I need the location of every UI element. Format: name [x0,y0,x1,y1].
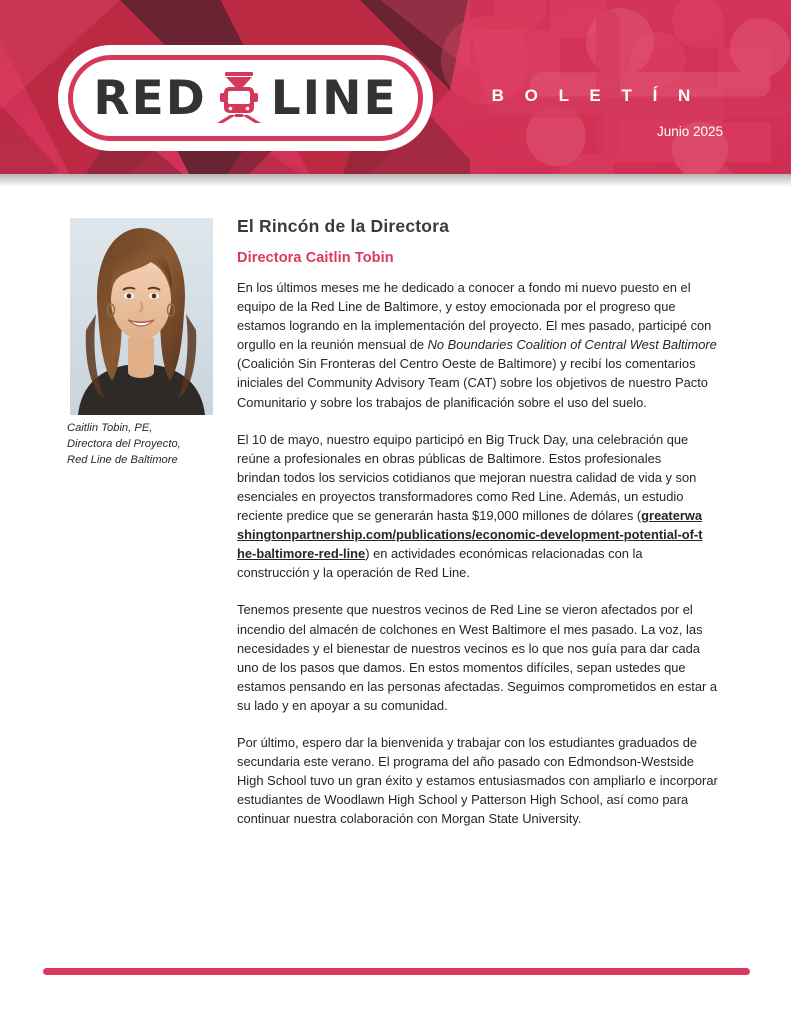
newsletter-label: B O L E T Í N [491,86,699,105]
paragraph-1 [237,278,722,412]
issue-date: Junio 2025 [656,124,723,139]
caption-line-2: Directora del Proyecto, [67,437,181,450]
banner-drop-shadow [0,174,791,187]
tram-icon [217,71,261,125]
paragraph-2 [237,430,705,583]
paragraph-3: Tenemos presente que nuestros vecinos de Red Line se vieron afectados por el incendio del almacén de colchones en West Baltimore el mes pasado. La voz, las necesidades y el bienestar de nuestros vecinos es lo que nos guía para dar cada uno de los pasos que damos. En estos momentos difíciles, sepan ustedes que estamos pensando en las personas afectadas. Seguimos comprometidos en estar a su lado y en apoyar a su comunidad. [237,602,718,713]
logo-word-red: RED [93,70,207,126]
logo-text-group [58,45,433,151]
coalition-name-italic: No Boundaries Coalition of Central West Baltimore [427,337,717,353]
article-body [237,216,722,846]
caption-line-3: Red Line de Baltimore [67,453,178,466]
study-link[interactable]: greaterwashingtonpartnership.com/publications/economic-development-potential-of-the-baltimore-red-line [237,508,703,562]
paragraph-2-text-a: El 10 de mayo, nuestro equipo participó en Big Truck Day, una celebración que reúne a profesionales en obras públicas de Baltimore. Estos profesionales brindan todos los servicios cotidianos que mejoran nuestra calidad de vida y son esenciales en proyectos transformadores como Red Line. Además, un estudio reciente predice que se generarán hasta $19,000 millones de dólares ( [237,431,697,524]
paragraph-2-text-b: ) en actividades económicas relacionadas con la construcción y la operación de Red Line. [237,546,643,581]
paragraph-4: Por último, espero dar la bienvenida y trabajar con los estudiantes graduados de secundaria este verano. El programa del año pasado con Edmondson-Westside High School tuvo un gran éxito y estamos entusiasmados con ampliarlo e incorporar estudiantes de Woodlawn High School y Patterson High School, así como para continuar nuestra colaboración con Morgan State University. [237,734,718,827]
page-title: El Rincón de la Directora [237,216,450,236]
headshot-image [70,218,213,415]
paragraph-1-text-b: (Coalición Sin Fronteras del Centro Oeste de Baltimore) y recibí los comentarios iniciales del Community Advisory Team (CAT) sobre los objetivos de nuestro Pacto Comunitario y sobre los trabajos de planificación sobre el uso del suelo. [237,356,708,410]
logo-word-line: LINE [270,70,398,126]
footer-divider [43,968,750,975]
director-headshot [70,218,213,415]
byline: Directora Caitlin Tobin [237,250,394,266]
red-line-logo[interactable] [58,45,433,151]
photo-caption [67,421,227,469]
paragraph-1-text-a: En los últimos meses me he dedicado a conocer a fondo mi nuevo puesto en el equipo de la Red Line de Baltimore, y estoy emocionada por el progreso que estamos logrando en la implementación del proyecto. El mes pasado, participé con orgullo en la reunión mensual de [237,280,712,353]
caption-line-1: Caitlin Tobin, PE, [67,422,153,434]
header-banner [0,0,791,174]
